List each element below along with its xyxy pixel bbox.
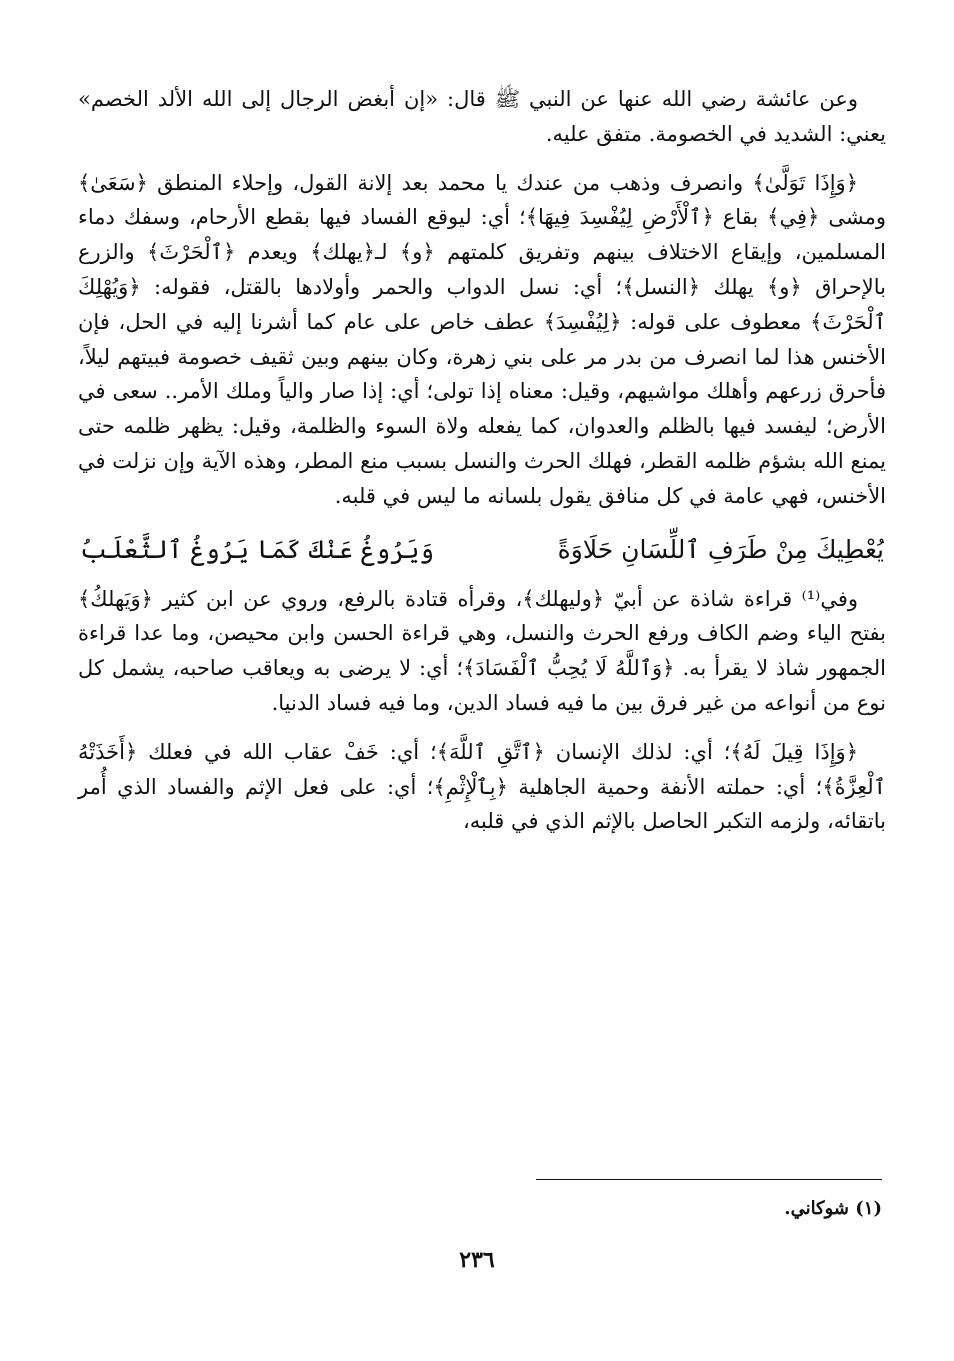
verse-second-hemistich: وَيَرُوغُ عَنْكَ كَمَا يَرُوغُ ٱلثَّعْلَبُ	[80, 534, 435, 564]
paragraph-readings: وفي⁽¹⁾ قراءة شاذة عن أبيّ ﴿وليهلك﴾، وقرأه قتادة بالرفع، وروي عن ابن كثير ﴿وَيَهلكُ﴾ بفتح الياء وضم الكاف ورفع الحرث والنسل، وهي قراءة الحسن وابن محيصن، وما عدا قراءة الجمهور شاذ لا يقرأ به. ﴿وَٱللَّهُ لَا يُحِبُّ ٱلْفَسَادَ﴾؛ أي: لا يرضى به ويعاقب صاحبه، يشمل كل نوع من أنواعه من غير فرق بين ما فيه فساد الدين، وما فيه فساد الدنيا.	[78, 586, 886, 715]
poetry-verse	[78, 530, 886, 570]
paragraph-tafsir-tawalla: ﴿وَإِذَا تَوَلَّىٰ﴾ وانصرف وذهب من عندك يا محمد بعد إلانة القول، وإحلاء المنطق ﴿سَعَىٰ﴾ ومشى ﴿فِي﴾ بقاع ﴿ٱلْأَرْضِ لِيُفْسِدَ فِيهَا﴾؛ أي: ليوقع الفساد فيها بقطع الأرحام، وسفك دماء المسلمين، وإيقاع الاختلاف بينهم وتفريق كلمتهم ﴿و﴾ لـ﴿يهلك﴾ ويعدم ﴿ٱلْحَرْثَ﴾ والزرع بالإحراق ﴿و﴾ يهلك ﴿النسل﴾؛ أي: نسل الدواب والحمر وأولادها بالقتل، فقوله: ﴿وَيُهْلِكَ ٱلْحَرْثَ﴾ معطوف على قوله: ﴿لِيُفْسِدَ﴾ عطف خاص على عام كما أشرنا إليه في الحل، فإن الأخنس هذا لما انصرف من بدر مر على بني زهرة، وكان بينهم وبين ثقيف خصومة فبيتهم ليلاً، فأحرق زرعهم وأهلك مواشيهم، وقيل: معناه إذا تولى؛ أي: إذا صار والياً وملك الأمر.. سعى في الأرض؛ ليفسد فيها بالظلم والعدوان، كما يفعله ولاة السوء والظلمة، وقيل: يظهر ظلمه حتى يمنع الله بشؤم ظلمه القطر، فهلك الحرث والنسل بسبب منع المطر، وهذه الآية وإن نزلت في الأخنس، فهي عامة في كل منافق يقول بلسانه ما ليس في قلبه.	[78, 170, 886, 508]
page-body	[78, 82, 886, 839]
paragraph-hadith: وعن عائشة رضي الله عنها عن النبي ﷺ قال: «إن أبغض الرجال إلى الله الألد الخصم» يعني: الشديد في الخصومة. متفق عليه.	[78, 87, 886, 146]
footnote-divider	[536, 1179, 882, 1180]
page-number: ٢٣٦	[459, 1247, 495, 1273]
paragraph-ittaqi-allah: ﴿وَإِذَا قِيلَ لَهُ﴾؛ أي: لذلك الإنسان ﴿ٱتَّقِ ٱللَّهَ﴾؛ أي: خَفْ عقاب الله في فعلك ﴿أَخَذَتْهُ ٱلْعِزَّةُ﴾؛ أي: حملته الأنفة وحمية الجاهلية ﴿بِٱلْإِثْمِ﴾؛ أي: على فعل الإثم والفساد الذي أُمر باتقائه، ولزمه التكبر الحاصل بالإثم الذي في قلبه،	[78, 739, 886, 834]
footnote: (١) شوكاني.	[784, 1198, 882, 1219]
verse-first-hemistich: يُعْطِيكَ مِنْ طَرَفِ ٱللِّسَانِ حَلَاوَةً	[557, 534, 884, 564]
